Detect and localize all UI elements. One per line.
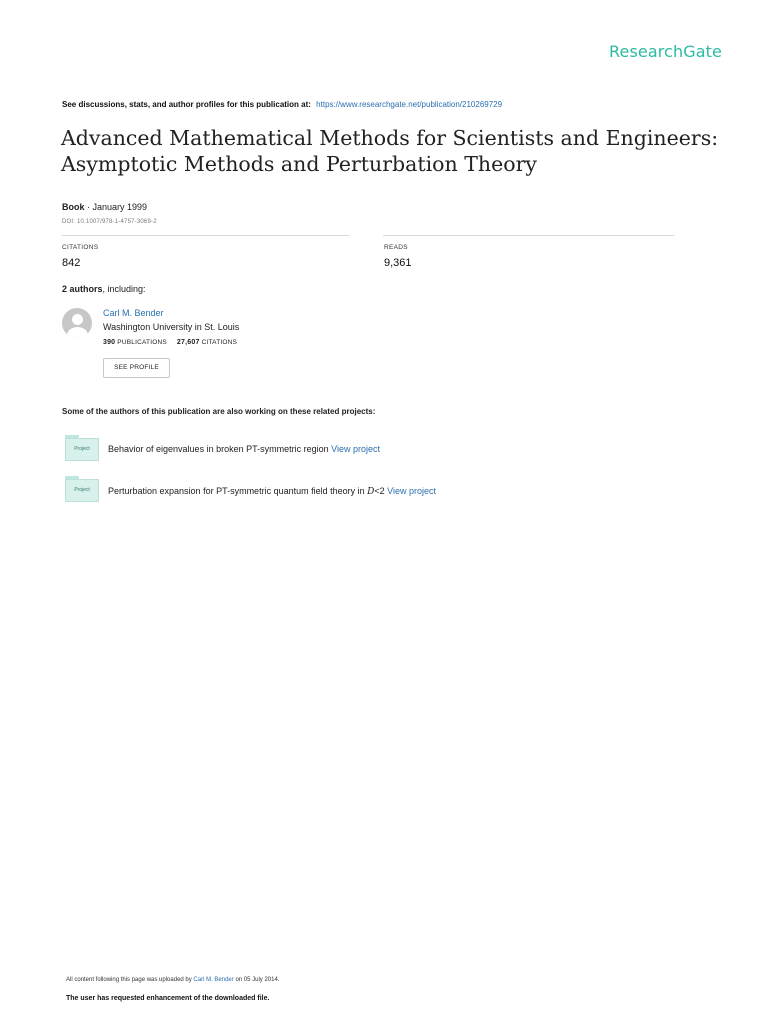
- author-name-link[interactable]: Carl M. Bender: [103, 308, 164, 318]
- upload-prefix: All content following this page was uploaded by: [66, 977, 192, 983]
- citations-value: 842: [62, 257, 81, 269]
- publication-url-link[interactable]: https://www.researchgate.net/publication/210269729: [316, 100, 503, 109]
- divider-citations: [62, 235, 350, 236]
- project-title-prefix: Perturbation expansion for PT-symmetric quantum field theory in: [108, 486, 368, 496]
- author-publications-label: PUBLICATIONS: [117, 339, 167, 346]
- discussion-line: [62, 100, 502, 109]
- meta-separator: ·: [84, 202, 93, 212]
- project-title: Behavior of eigenvalues in broken PT-symmetric region: [108, 444, 329, 454]
- publication-date: January 1999: [92, 202, 148, 212]
- project-title-suffix: <2: [374, 486, 385, 496]
- divider-reads: [383, 235, 674, 236]
- avatar-head-shape: [72, 314, 83, 325]
- author-citations-label: CITATIONS: [201, 339, 238, 346]
- project-icon-label: Project: [74, 446, 90, 452]
- view-project-link[interactable]: View project: [331, 444, 380, 454]
- title-line-1: Advanced Mathematical Methods for Scientists and Engineers:: [61, 126, 719, 150]
- citations-label: CITATIONS: [62, 244, 99, 251]
- upload-suffix: on 05 July 2014.: [235, 977, 280, 983]
- authors-count: [62, 284, 146, 294]
- see-profile-button[interactable]: SEE PROFILE: [103, 358, 170, 378]
- authors-count-number: 2 authors: [62, 284, 103, 294]
- project-title-math: D: [367, 487, 375, 497]
- publication-type: Book: [62, 202, 85, 212]
- title-line-2: Asymptotic Methods and Perturbation Theory: [61, 152, 537, 176]
- project-folder-icon[interactable]: [65, 435, 99, 461]
- related-project-item: [108, 444, 380, 454]
- avatar-placeholder-icon[interactable]: [62, 308, 92, 338]
- author-publications-count: 390: [103, 339, 116, 346]
- researchgate-logo[interactable]: ResearchGate: [609, 42, 722, 61]
- discussion-label: See discussions, stats, and author profiles for this publication at:: [62, 100, 311, 109]
- reads-label: READS: [384, 244, 408, 251]
- enhancement-notice: The user has requested enhancement of the downloaded file.: [66, 995, 270, 1002]
- uploader-link[interactable]: Carl M. Bender: [193, 977, 234, 983]
- reads-value: 9,361: [384, 257, 412, 269]
- avatar-body-shape: [67, 327, 88, 338]
- publication-meta: [62, 202, 147, 212]
- publication-doi: DOI: 10.1007/978-1-4757-3069-2: [62, 219, 157, 225]
- view-project-link[interactable]: View project: [387, 486, 436, 496]
- project-folder-icon[interactable]: [65, 476, 99, 502]
- author-stats: [103, 339, 237, 346]
- project-icon-label: Project: [74, 487, 90, 493]
- upload-notice: [66, 977, 280, 983]
- publication-title: [61, 125, 721, 177]
- related-projects-heading: Some of the authors of this publication are also working on these related projects:: [62, 407, 376, 416]
- author-citations-count: 27,607: [176, 339, 200, 346]
- author-affiliation: Washington University in St. Louis: [103, 322, 240, 332]
- authors-count-suffix: , including:: [102, 284, 146, 294]
- related-project-item: [108, 486, 436, 497]
